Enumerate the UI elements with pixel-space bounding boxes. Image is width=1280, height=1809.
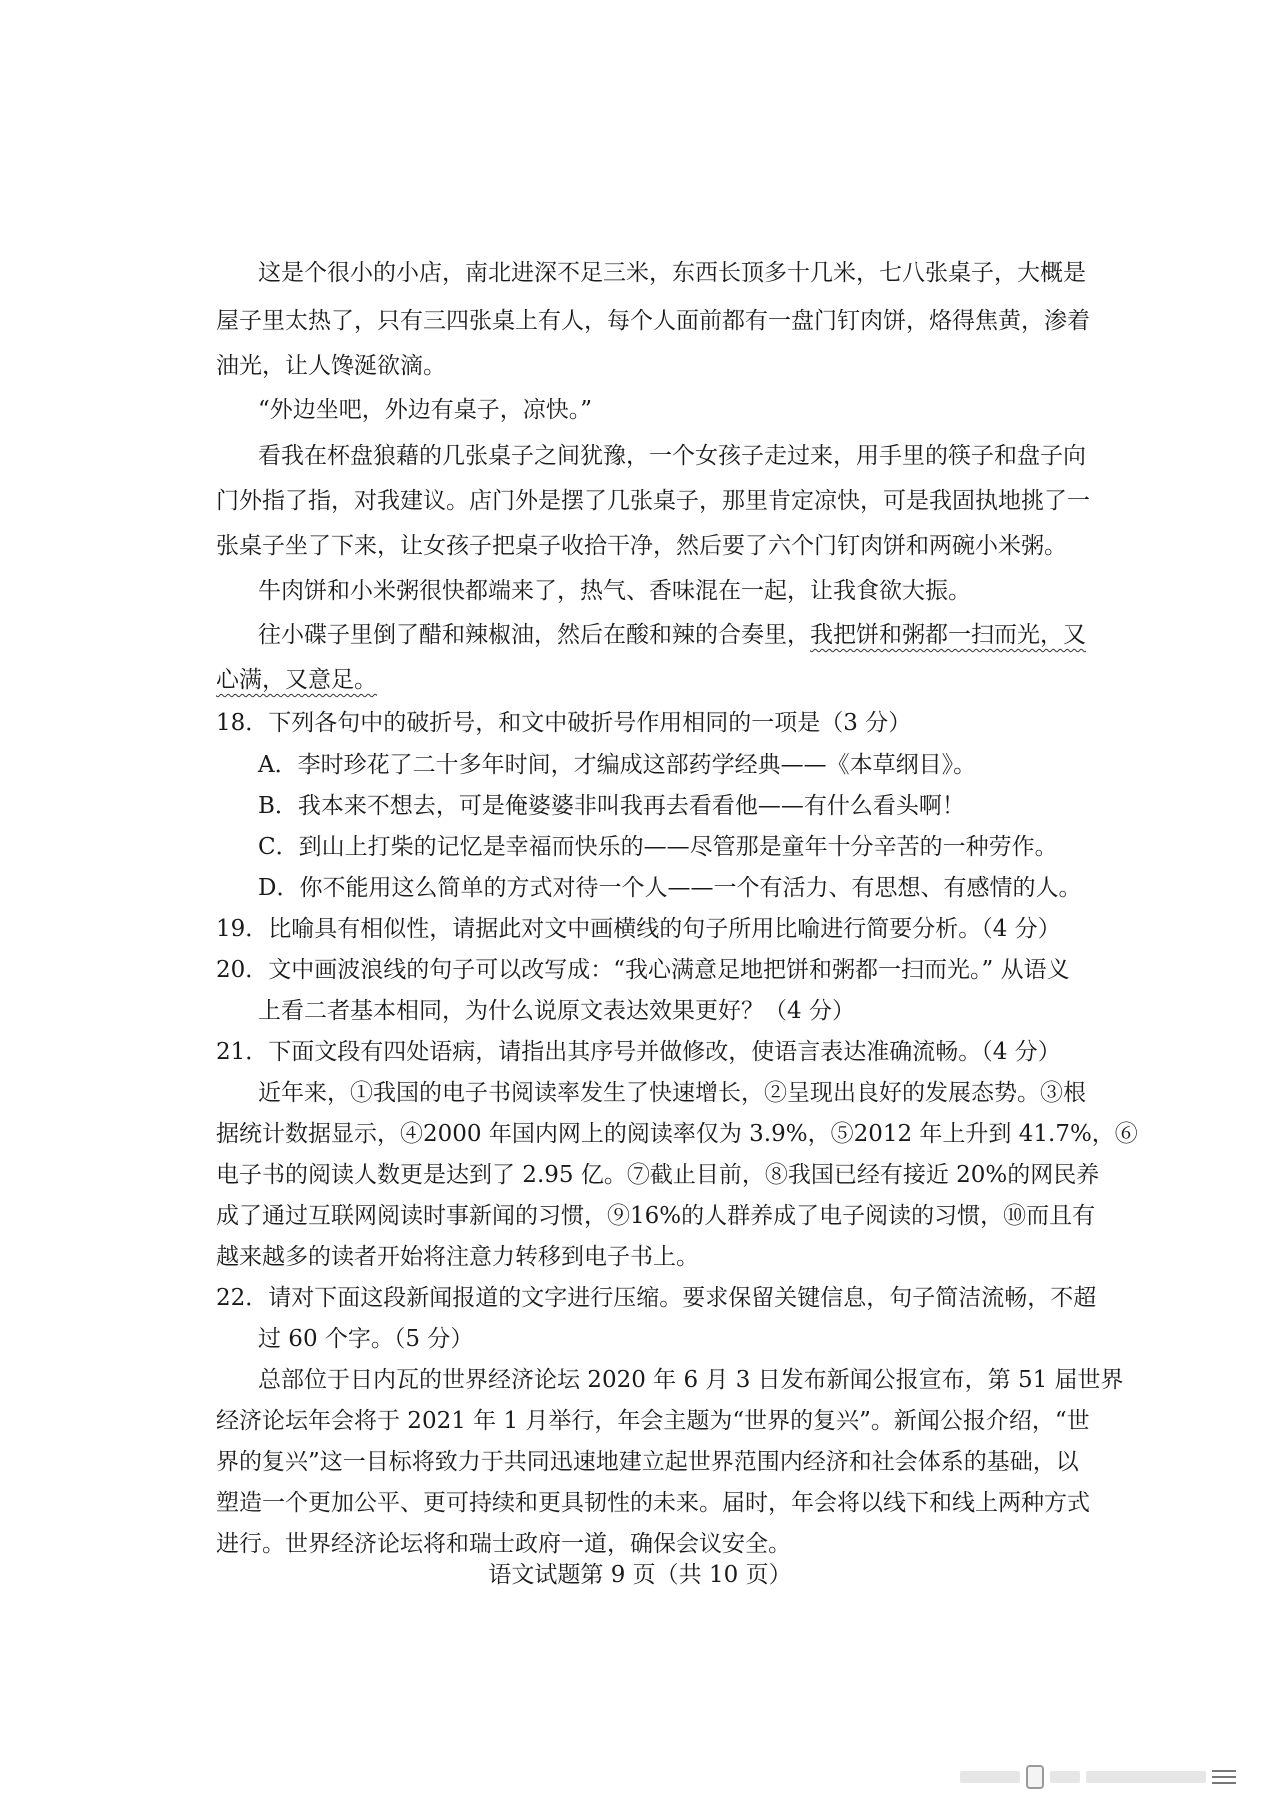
question-22-text: 进行。世界经济论坛将和瑞士政府一道，确保会议安全。 bbox=[216, 1531, 791, 1557]
passage-line: 屋子里太热了，只有三四张桌上有人，每个人面前都有一盘门钉肉饼，烙得焦黄，渗着 bbox=[216, 308, 1090, 334]
passage-line bbox=[216, 665, 1076, 695]
watermark-bar bbox=[1086, 1771, 1206, 1783]
question-22-text: 经济论坛年会将于 2021 年 1 月举行，年会主题为“世界的复兴”。新闻公报介绍，“世 bbox=[216, 1408, 1090, 1434]
passage-line: 看我在杯盘狼藉的几张桌子之间犹豫，一个女孩子走过来，用手里的筷子和盘子向 bbox=[258, 443, 1086, 469]
question-20: 20．文中画波浪线的句子可以改写成：“我心满意足地把饼和粥都一扫而光。” 从语义 bbox=[216, 957, 1070, 983]
passage-line: 牛肉饼和小米粥很快都端来了，热气、香味混在一起，让我食欲大振。 bbox=[258, 578, 971, 604]
question-22-text: 塑造一个更加公平、更可持续和更具韧性的未来。届时，年会将以线下和线上两种方式 bbox=[216, 1490, 1090, 1516]
question-22-text: 界的复兴”这一目标将致力于共同迅速地建立起世界范围内经济和社会体系的基础，以 bbox=[216, 1449, 1079, 1475]
passage-dialogue: “外边坐吧，外边有桌子，凉快。” bbox=[258, 397, 593, 423]
question-20-cont: 上看二者基本相同，为什么说原文表达效果更好？（4 分） bbox=[258, 998, 855, 1024]
question-21-text: 电子书的阅读人数更是达到了 2.95 亿。⑦截止目前，⑧我国已经有接近 20%的网民养 bbox=[216, 1162, 1100, 1188]
question-19: 19．比喻具有相似性，请据此对文中画横线的句子所用比喻进行简要分析。（4 分） bbox=[216, 916, 1061, 942]
watermark bbox=[960, 1762, 1260, 1792]
question-18-option-b: B．我本来不想去，可是俺婆婆非叫我再去看看他——有什么看头啊！ bbox=[258, 793, 965, 819]
watermark-bar bbox=[960, 1771, 1020, 1783]
question-18-stem: 18．下列各句中的破折号，和文中破折号作用相同的一项是（3 分） bbox=[216, 710, 912, 736]
question-21-stem: 21．下面文段有四处语病，请指出其序号并做修改，使语言表达准确流畅。（4 分） bbox=[216, 1039, 1061, 1065]
question-22-stem-cont: 过 60 个字。（5 分） bbox=[258, 1326, 474, 1352]
wavy-underlined-sentence: 心满，又意足。 bbox=[216, 667, 377, 693]
passage-text: 往小碟子里倒了醋和辣椒油，然后在酸和辣的合奏里， bbox=[258, 622, 810, 648]
menu-lines-icon bbox=[1212, 1770, 1236, 1784]
passage-line: 张桌子坐了下来，让女孩子把桌子收拾干净，然后要了六个门钉肉饼和两碗小米粥。 bbox=[216, 533, 1067, 559]
question-21-text: 据统计数据显示，④2000 年国内网上的阅读率仅为 3.9%，⑤2012 年上升到 41.7%，⑥ bbox=[216, 1121, 1138, 1147]
passage-line: 这是个很小的小店，南北进深不足三米，东西长顶多十几米，七八张桌子，大概是 bbox=[258, 260, 1086, 286]
question-18-option-d: D．你不能用这么简单的方式对待一个人——一个有活力、有思想、有感情的人。 bbox=[258, 875, 1082, 901]
question-21-text: 近年来，①我国的电子书阅读率发生了快速增长，②呈现出良好的发展态势。③根 bbox=[258, 1080, 1086, 1106]
question-21-text: 成了通过互联网阅读时事新闻的习惯，⑨16%的人群养成了电子阅读的习惯，⑩而且有 bbox=[216, 1203, 1096, 1229]
watermark-box-icon bbox=[1026, 1765, 1044, 1789]
passage-line bbox=[258, 620, 1118, 650]
question-22-text: 总部位于日内瓦的世界经济论坛 2020 年 6 月 3 日发布新闻公报宣布，第 51 届世界 bbox=[258, 1367, 1124, 1393]
passage-line: 油光，让人馋涎欲滴。 bbox=[216, 353, 446, 379]
question-18-option-a: A．李时珍花了二十多年时间，才编成这部药学经典——《本草纲目》。 bbox=[258, 752, 977, 778]
watermark-bar bbox=[1050, 1771, 1080, 1783]
question-21-text: 越来越多的读者开始将注意力转移到电子书上。 bbox=[216, 1244, 699, 1270]
page-footer: 语文试题第 9 页（共 10 页） bbox=[488, 1562, 792, 1588]
question-22-stem: 22．请对下面这段新闻报道的文字进行压缩。要求保留关键信息，句子简洁流畅，不超 bbox=[216, 1285, 1097, 1311]
passage-line: 门外指了指，对我建议。店门外是摆了几张桌子，那里肯定凉快，可是我固执地挑了一 bbox=[216, 488, 1090, 514]
question-18-option-c: C．到山上打柴的记忆是幸福而快乐的——尽管那是童年十分辛苦的一种劳作。 bbox=[258, 834, 1058, 860]
wavy-underlined-sentence: 我把饼和粥都一扫而光，又 bbox=[810, 622, 1086, 648]
